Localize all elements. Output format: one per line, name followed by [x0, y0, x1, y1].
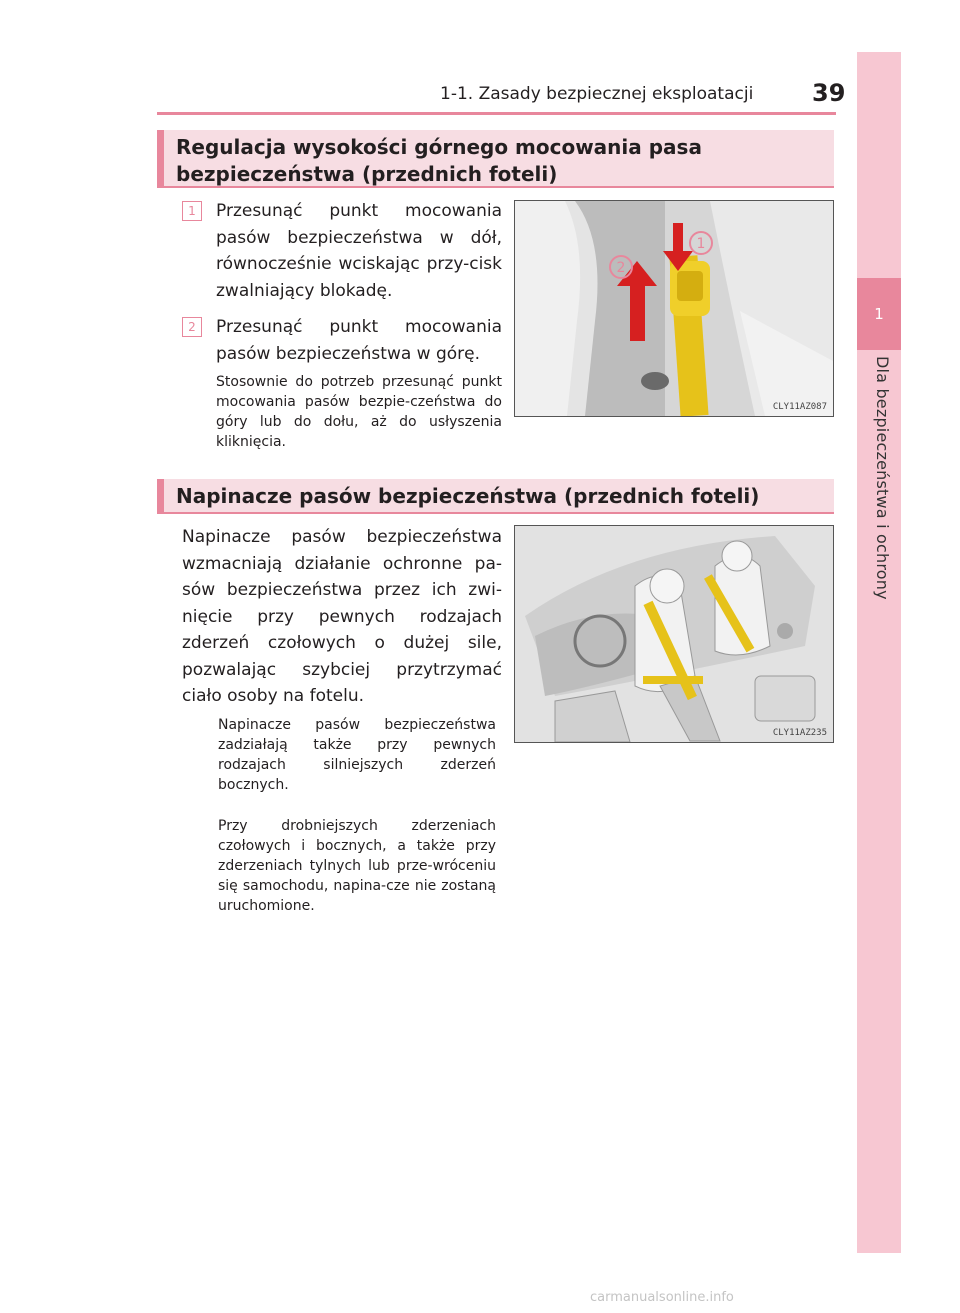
- chapter-side-strip: [857, 52, 901, 1253]
- pretensioner-note-1: Napinacze pasów bezpieczeństwa zadziałają także przy pewnych rodzajach silniejszych zderzeń bocznych.: [218, 717, 496, 793]
- pretensioner-note-2: Przy drobniejszych zderzeniach czołowych i bocznych, a także przy zderzeniach tylnych lub prze-wróceniu się samochodu, napina-cze nie zostaną uruchomione.: [218, 818, 496, 914]
- header-rule: [157, 112, 836, 115]
- adjustment-note: Stosownie do potrzeb przesunąć punkt mocowania pasów bezpie-czeństwa do góry lub do dołu, aż do usłyszenia kliknięcia.: [216, 374, 502, 450]
- image-code: CLY11AZ235: [772, 728, 827, 738]
- watermark: carmanualsonline.info: [590, 1290, 734, 1305]
- section-title: Napinacze pasów bezpieczeństwa (przednich foteli): [176, 484, 760, 508]
- section-title-line1: Regulacja wysokości górnego mocowania pasa: [176, 135, 702, 159]
- callout-1: 1: [696, 236, 706, 252]
- chapter-title-vertical: Dla bezpieczeństwa i ochrony: [873, 356, 892, 600]
- header-section-title: 1-1. Zasady bezpiecznej eksploatacji: [440, 84, 754, 104]
- chapter-number-tab: 1: [857, 278, 901, 350]
- callout-2: 2: [616, 260, 626, 276]
- step-number-badge: 1: [182, 201, 202, 221]
- belt-anchor-drawing: [515, 201, 833, 416]
- section-heading-pretensioners: [157, 479, 834, 514]
- section-heading-anchor-height: [157, 130, 834, 188]
- step-number-badge: 2: [182, 317, 202, 337]
- step-text: Przesunąć punkt mocowania pasów bezpieczeństwa w górę.: [216, 317, 502, 364]
- page-number: 39: [812, 79, 846, 107]
- section-title-line2: bezpieczeństwa (przednich foteli): [176, 162, 558, 186]
- belt-anchor-illustration: [514, 200, 834, 417]
- cabin-drawing: [515, 526, 833, 742]
- cabin-occupants-illustration: [514, 525, 834, 743]
- step-1: [182, 198, 502, 304]
- pretensioner-description: Napinacze pasów bezpieczeństwa wzmacniają działanie ochronne pa-sów bezpieczeństwa przez ich zwi-nięcie przy pewnych rodzajach zderzeń czołowych o dużej sile, pozwalając szybciej przytrzymać ciało osoby na fotelu.: [182, 527, 502, 706]
- step-text: Przesunąć punkt mocowania pasów bezpieczeństwa w dół, równocześnie wciskając przy-cisk zwalniający blokadę.: [216, 201, 502, 301]
- image-code: CLY11AZ087: [772, 402, 827, 412]
- step-2: [182, 314, 502, 367]
